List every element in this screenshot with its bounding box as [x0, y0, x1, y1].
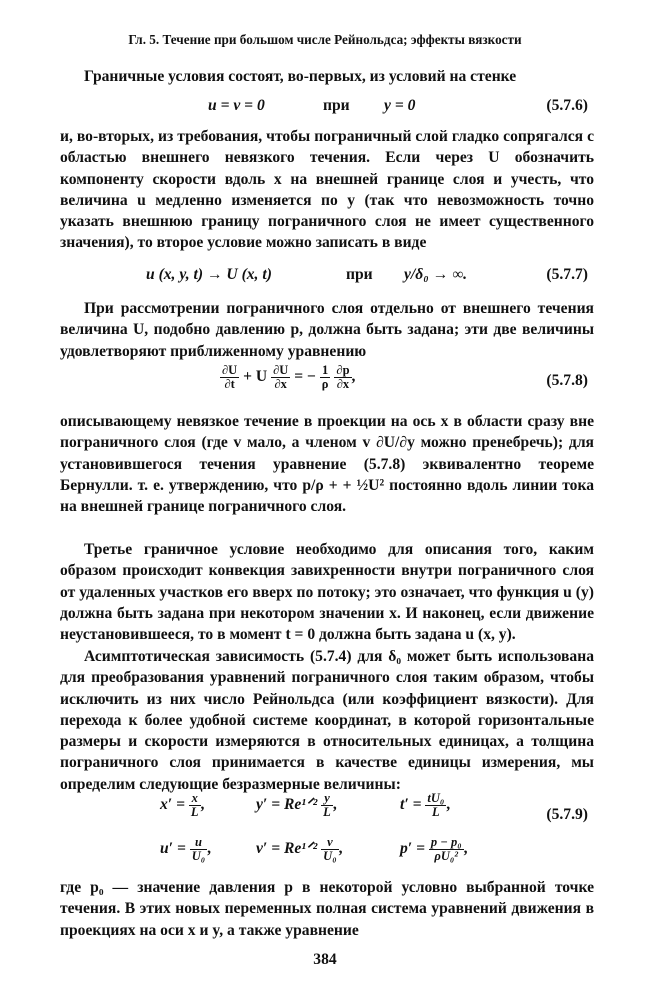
eq1-number: (5.7.6) — [546, 97, 588, 114]
equation-5-7-8: $\frac{\partial U}{\partial t}$ + U $\frac{\partial U}{\partial x}$ = − $\frac{1}{\rho}$ $\frac{\partial p}{\partial x}$ , (5.7.8) — [222, 363, 588, 391]
eq4-number: (5.7.9) — [546, 806, 588, 823]
eq3-plus-U: + U — [243, 368, 268, 386]
eq1-mid: при — [323, 97, 350, 114]
equation-5-7-6 — [60, 97, 594, 123]
equation-5-7-7 — [60, 266, 594, 292]
eq2-rhs: y/δ₀ → ∞. — [404, 266, 468, 283]
equation-5-7-9-row2: u′ = $\frac{u}{\text{U₀}}$ , v′ = Re¹ᐟ² $\frac{v}{\text{U₀}}$ , p′ = $\frac{\text{p − p₀}}{\text{ρU₀²}}$ , — [160, 835, 468, 863]
page-number: 384 — [313, 951, 337, 968]
eq3-number: (5.7.8) — [546, 372, 588, 389]
eq1-lhs: u = v = 0 — [208, 97, 265, 114]
paragraph-4: описывающему невязкое течение в проекции на ось x в области сразу вне пограничного слоя (где v мало, а членом v ∂U/∂y можно пренебречь); для установившегося течения уравнение (5.7.8) эквивалентно теореме Бернулли. т. е. утверждению, что p/ρ + + ½U² постоянно вдоль линии тока на внешней границе пограничного слоя. — [60, 413, 594, 516]
frac-dpdx: $\frac{\partial p}{\partial x}$ — [336, 363, 350, 391]
frac-dUdx: $\frac{\partial U}{\partial x}$ — [273, 363, 289, 391]
paragraph-7: где p₀ — значение давления p в некоторой условно выбранной точке течения. В этих новых переменных полная система уравнений движения в проекциях на оси x и y, а также уравнение — [60, 879, 594, 939]
paragraph-3: При рассмотрении пограничного слоя отдельно от внешнего течения величина U, подобно давлению p, должна быть задана; эти две величины удовлетворяют приближенному уравнению — [60, 300, 594, 360]
eq2-mid: при — [346, 266, 373, 283]
frac-dUdt: $\frac{\partial U}{\partial t}$ — [222, 363, 238, 391]
running-header: Гл. 5. Течение при большом числе Рейнольдса; эффекты вязкости — [128, 32, 522, 47]
paragraph-6: Асимптотическая зависимость (5.7.4) для δ₀ может быть использована для преобразования уравнений пограничного слоя таким образом, чтобы исключить из них число Рейнольдса (или коэффициент вязкости). Для перехода к более удобной системе координат, в которой горизонтальные размеры и скорости измеряются в относительных единицах, а толщина пограничного слоя принимается в качестве единицы измерения, мы определим следующие безразмерные величины: — [60, 648, 594, 793]
eq2-lhs: u (x, y, t) → U (x, t) — [146, 266, 272, 283]
paragraph-2: и, во-вторых, из требования, чтобы пограничный слой гладко сопрягался с областью внешнего невязкого течения. Если через U обозначить компоненту скорости вдоль x на внешней границе слоя и учесть, что величина u медленно изменяется по y (так что невозможность точно указать внешнюю границу пограничного слоя не имеет существенного значения), то второе условие можно записать в виде — [60, 128, 594, 252]
frac-one-over-rho: $\frac{1}{\rho}$ — [321, 363, 329, 391]
eq1-rhs: y = 0 — [384, 97, 416, 114]
paragraph-1: Граничные условия состоят, во-первых, из условий на стенке — [84, 68, 517, 85]
eq3-equals-minus: = − — [294, 368, 316, 386]
paragraph-5: Третье граничное условие необходимо для описания того, каким образом происходит конвекция завихренности внутри пограничного слоя от удаленных участков его вверх по потоку; это означает, что функция u (y) должна быть задана при некотором значении x. И наконец, если движение неустановившееся, то в момент t = 0 должна быть задана u (x, y). — [60, 541, 594, 644]
equation-5-7-9-row1: x′ = $\frac{x}{L}$ , y′ = Re¹ᐟ² $\frac{y}{L}$ , t′ = $\frac{\text{tU₀}}{L}$ , (5.7.9) — [160, 791, 588, 823]
eq2-number: (5.7.7) — [546, 266, 588, 283]
